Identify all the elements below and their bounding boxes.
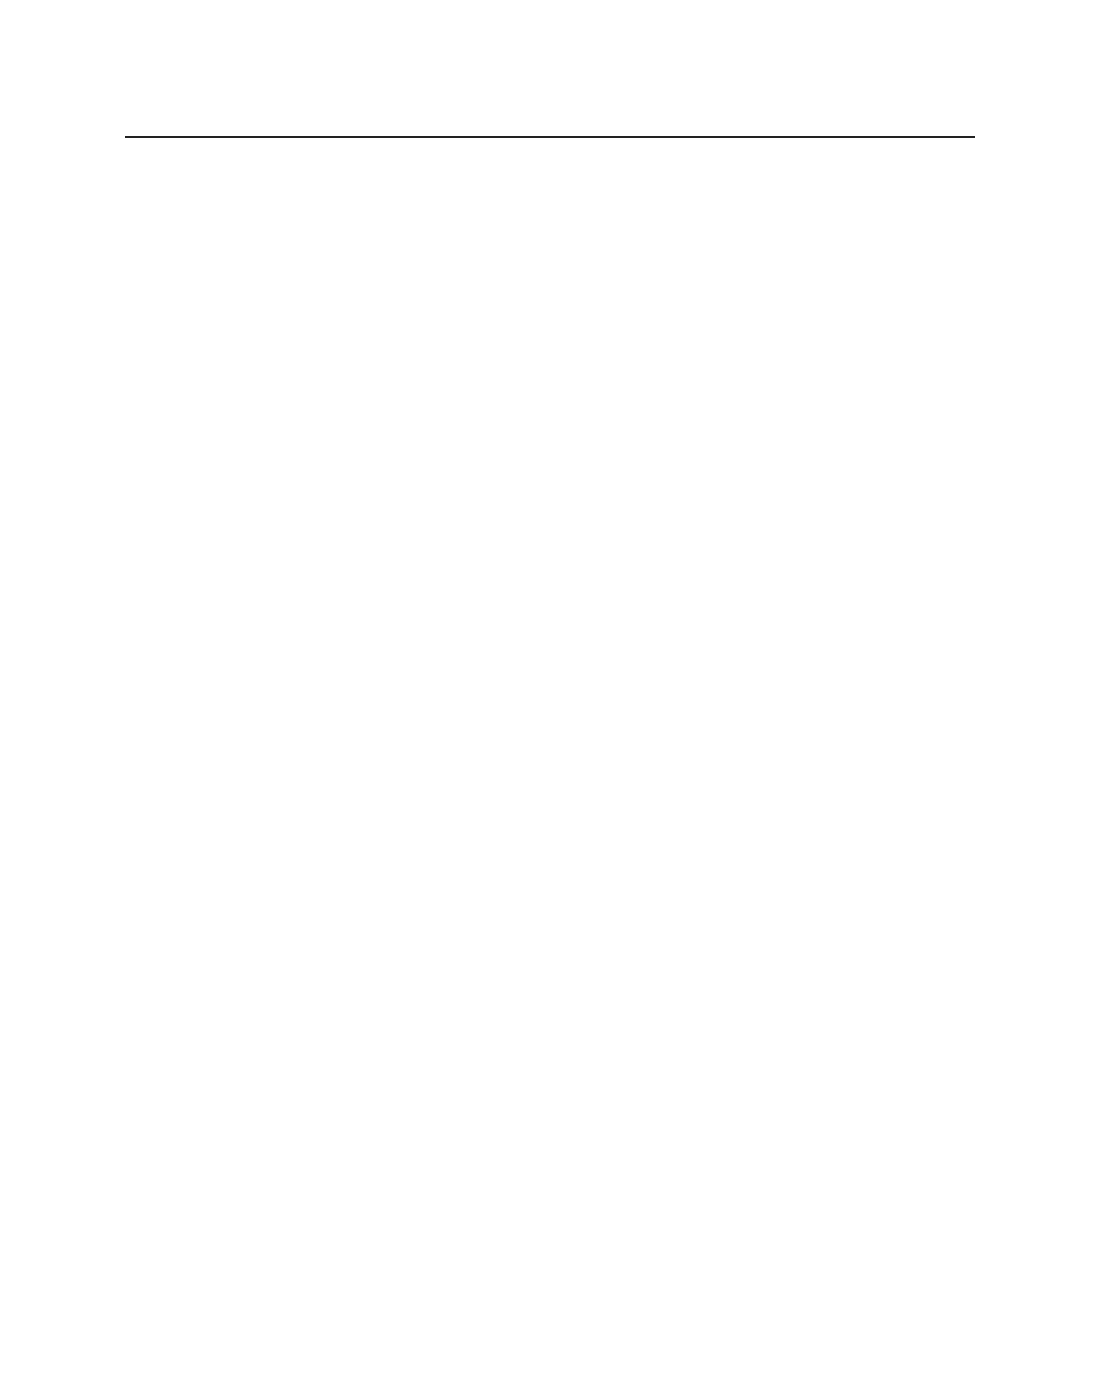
title-divider [125, 136, 975, 138]
contents-heading [125, 132, 975, 138]
